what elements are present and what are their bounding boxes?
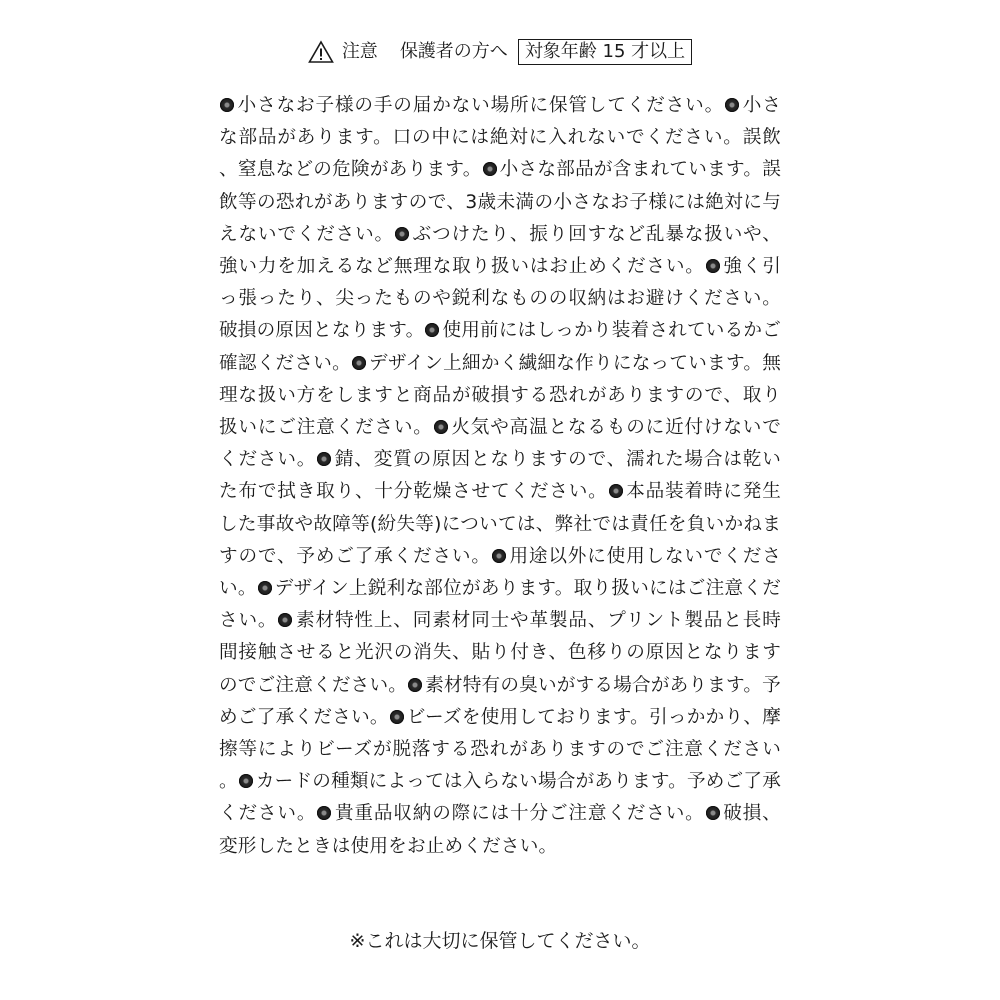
caution-item: 小さな部品があります。口の中には絶対に入れないでください。誤飲、窒息などの危険があります。 (219, 95, 781, 181)
warning-triangle-icon (308, 40, 334, 64)
bullet-icon (220, 98, 234, 112)
caution-item: 素材特性上、同素材同士や革製品、プリント製品と長時間接触させると光沢の消失、貼り付き、色移りの原因となりますのでご注意ください。 (219, 610, 781, 696)
bullet-icon (434, 420, 448, 434)
bullet-icon (706, 806, 720, 820)
caution-item: 破損、変形したときは使用をお止めください。 (219, 803, 781, 857)
bullet-icon (317, 452, 331, 466)
bullet-icon (492, 549, 506, 563)
caution-item: 火気や高温となるものに近付けないでください。 (219, 417, 781, 471)
bullet-icon (317, 806, 331, 820)
notice-label: 注意 (341, 41, 378, 62)
bullet-icon (258, 581, 272, 595)
caution-header (0, 38, 1000, 66)
caution-item: 使用前にはしっかり装着されているかご確認ください。 (219, 320, 781, 374)
caution-list (219, 90, 781, 863)
bullet-icon (425, 323, 439, 337)
caution-item: 小さなお子様の手の届かない場所に保管してください。 (219, 95, 724, 116)
caution-item: 用途以外に使用しないでください。 (219, 545, 781, 600)
bullet-icon (395, 227, 409, 241)
bullet-icon (408, 678, 422, 692)
caution-item: 錆、変質の原因となりますので、濡れた場合は乾いた布で拭き取り、十分乾燥させてください。 (219, 449, 781, 503)
bullet-icon (352, 356, 366, 370)
bullet-icon (725, 98, 739, 112)
bullet-icon (239, 774, 253, 788)
caution-item: ぶつけたり、振り回すなど乱暴な扱いや、強い力を加えるなど無理な取り扱いはお止めください。 (219, 223, 781, 278)
caution-item: 貴重品収納の際には十分ご注意ください。 (316, 803, 704, 824)
keep-notice-footer: ※これは大切に保管してください。 (349, 930, 651, 952)
bullet-icon (706, 259, 720, 273)
caution-item: 素材特有の臭いがする場合があります。予めご了承ください。 (219, 674, 781, 728)
age-rating-badge: 対象年齢 15 才以上 (518, 39, 692, 65)
bullet-icon (390, 710, 404, 724)
bullet-icon (483, 162, 497, 176)
bullet-icon (278, 613, 292, 627)
caution-item: 小さな部品が含まれています。誤飲等の恐れがありますので、3歳未満の小さなお子様には絶対に与えないでください。 (219, 159, 781, 245)
caution-item: 強く引っ張ったり、尖ったものや鋭利なものの収納はお避けください。破損の原因となります。 (219, 256, 781, 342)
guardian-label: 保護者の方へ (399, 41, 508, 62)
caution-item: カードの種類によっては入らない場合があります。予めご了承ください。 (219, 771, 781, 825)
bullet-icon (609, 484, 623, 498)
caution-item: デザイン上鋭利な部位があります。取り扱いにはご注意ください。 (219, 578, 781, 632)
caution-item: ビーズを使用しております。引っかかり、摩擦等によりビーズが脱落する恐れがありますのでご注意ください。 (219, 706, 781, 793)
caution-item: デザイン上細かく繊細な作りになっています。無理な扱い方をしますと商品が破損する恐れがありますので、取り扱いにご注意ください。 (219, 352, 781, 439)
caution-item: 本品装着時に発生した事故や故障等(紛失等)については、弊社では責任を負いかねますので、予めご了承ください。 (219, 481, 781, 567)
